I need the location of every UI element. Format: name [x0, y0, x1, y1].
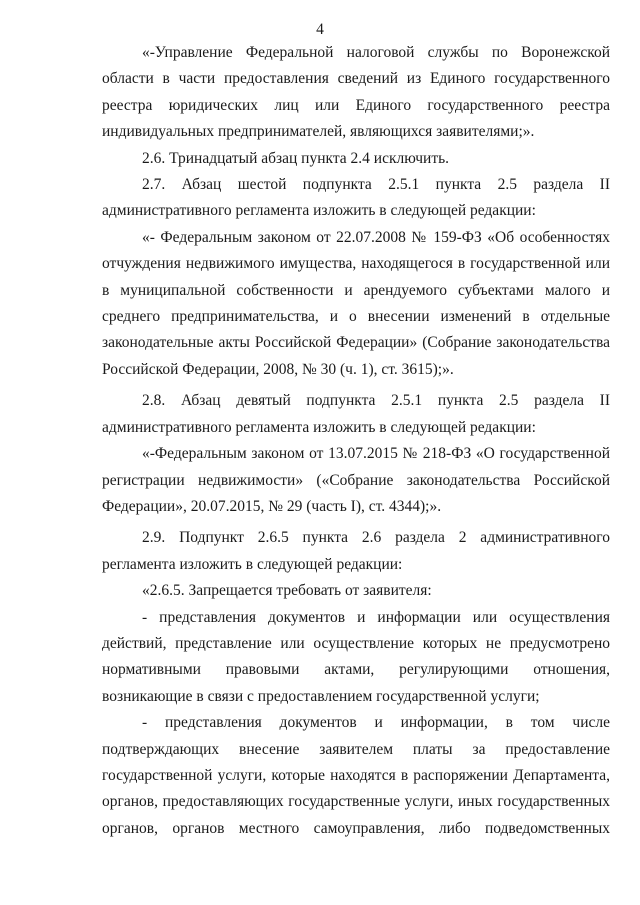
paragraph-tax-service-quote: «-Управление Федеральной налоговой службы по Воронежской области в части предоставления сведений из Единого государственного реестра юридических лиц или Единого государственного реестра индивидуальных предпринимателей, являющихся заявителями;». [102, 44, 610, 141]
paragraph-2-7: 2.7. Абзац шестой подпункта 2.5.1 пункта 2.5 раздела II административного регламента изложить в следующей редакции: [102, 176, 610, 220]
paragraph-2-6-5-heading: «2.6.5. Запрещается требовать от заявителя: [142, 582, 432, 600]
document-body [102, 40, 610, 842]
paragraph-2-6: 2.6. Тринадцатый абзац пункта 2.4 исключить. [142, 149, 450, 167]
list-item-documents-actions: - представления документов и информации или осуществления действий, представление или осуществление которых не предусмотрено нормативными правовыми актами, регулирующими отношения, возникающие в связи с предоставлением государственной услуги; [102, 608, 610, 705]
paragraph-2-8: 2.8. Абзац девятый подпункта 2.5.1 пункта 2.5 раздела II административного регламента изложить в следующей редакции: [102, 392, 610, 436]
paragraph-159-fz-quote: «- Федеральным законом от 22.07.2008 № 159-ФЗ «Об особенностях отчуждения недвижимого имущества, находящегося в государственной или в муниципальной собственности и арендуемого субъектами малого и среднего предпринимательства, и о внесении изменений в отдельные законодательные акты Российской Федерации» (Собрание законодательства Российской Федерации, 2008, № 30 (ч. 1), ст. 3615);». [102, 228, 610, 378]
paragraph-2-9: 2.9. Подпункт 2.6.5 пункта 2.6 раздела 2 административного регламента изложить в следующей редакции: [102, 529, 610, 573]
paragraph-218-fz-quote: «-Федеральным законом от 13.07.2015 № 218-ФЗ «О государственной регистрации недвижимости» («Собрание законодательства Российской Федерации», 20.07.2015, № 29 (часть I), ст. 4344);». [102, 445, 610, 515]
page-number: 4 [316, 21, 324, 38]
list-item-documents-payment: - представления документов и информации, в том числе подтверждающих внесение заявителем платы за предоставление государственной услуги, которые находятся в распоряжении Департамента, органов, предоставляющих государственные услуги, иных государственных органов, органов местного самоуправления, либо подведомственных [102, 714, 610, 837]
